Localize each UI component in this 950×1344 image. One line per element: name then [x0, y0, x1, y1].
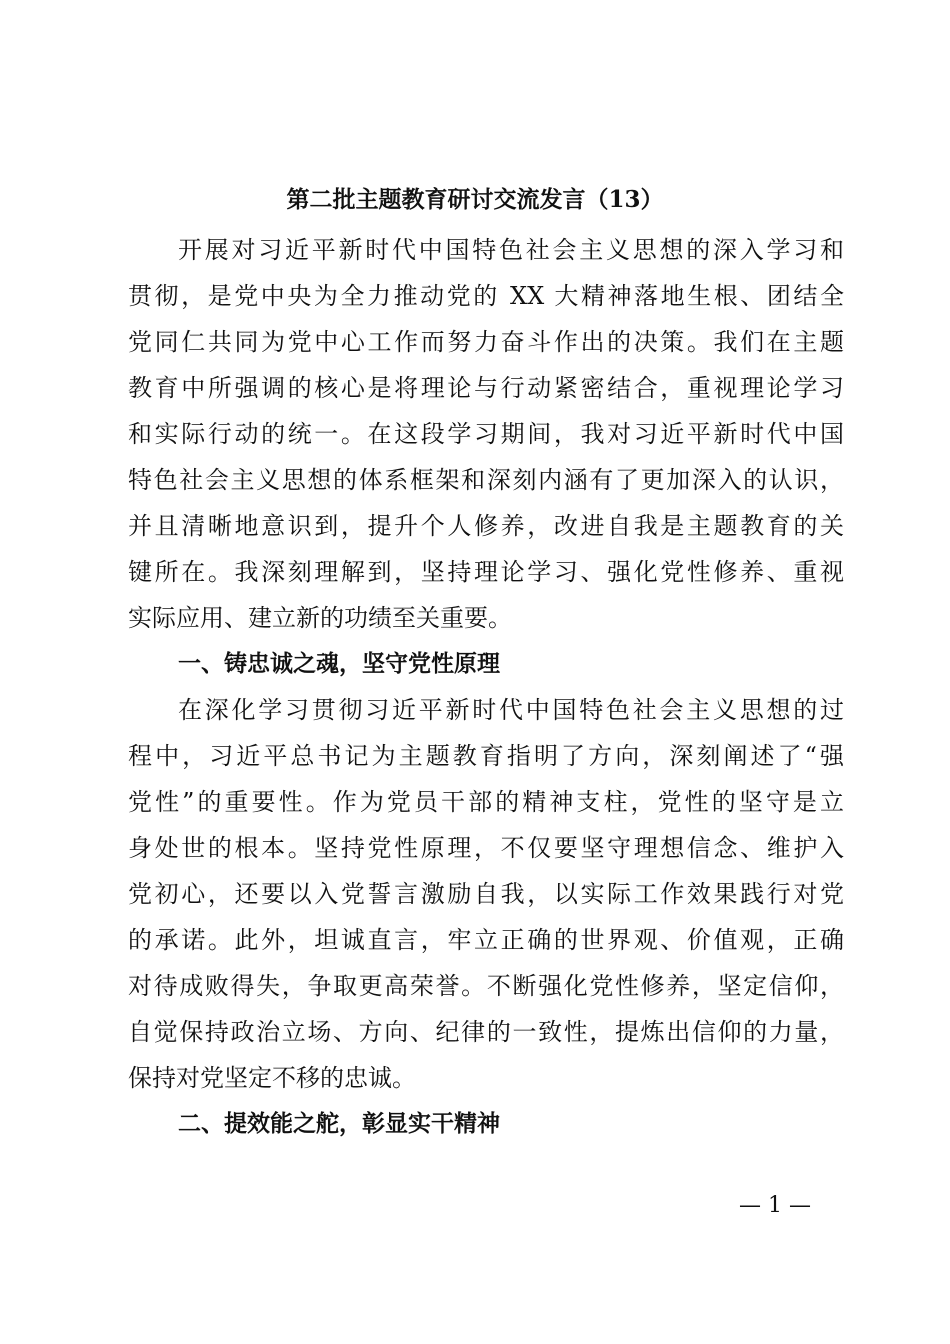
section-1-heading: 一、铸忠诚之魂，坚守党性原理	[178, 651, 500, 677]
section-1-paragraph-line: 的承诺。此外，坦诚直言，牢立正确的世界观、价值观，正确	[128, 926, 844, 954]
section-1-paragraph-line: 在深化学习贯彻习近平新时代中国特色社会主义思想的过	[178, 696, 844, 724]
section-1-paragraph-line: 身处世的根本。坚持党性原理，不仅要坚守理想信念、维护入	[128, 834, 844, 862]
section-1-paragraph-line: 对待成败得失，争取更高荣誉。不断强化党性修养，坚定信仰，	[128, 972, 844, 1000]
document-title: 第二批主题教育研讨交流发言（13）	[286, 186, 664, 213]
intro-paragraph-line: 贯彻，是党中央为全力推动党的 XX 大精神落地生根、团结全	[128, 282, 844, 310]
intro-paragraph-line: 实际应用、建立新的功绩至关重要。	[128, 604, 512, 632]
section-1-paragraph-line: 党性”的重要性。作为党员干部的精神支柱，党性的坚守是立	[128, 788, 844, 816]
intro-paragraph-line: 党同仁共同为党中心工作而努力奋斗作出的决策。我们在主题	[128, 328, 844, 356]
intro-paragraph-line: 教育中所强调的核心是将理论与行动紧密结合，重视理论学习	[128, 374, 844, 402]
intro-paragraph-line: 并且清晰地意识到，提升个人修养，改进自我是主题教育的关	[128, 512, 844, 540]
intro-paragraph-line: 和实际行动的统一。在这段学习期间，我对习近平新时代中国	[128, 420, 844, 448]
section-1-paragraph-line: 自觉保持政治立场、方向、纪律的一致性，提炼出信仰的力量，	[128, 1018, 844, 1046]
section-1-paragraph-line: 党初心，还要以入党誓言激励自我，以实际工作效果践行对党	[128, 880, 844, 908]
intro-paragraph-line: 键所在。我深刻理解到，坚持理论学习、强化党性修养、重视	[128, 558, 844, 586]
section-1-paragraph-line: 程中，习近平总书记为主题教育指明了方向，深刻阐述了“强	[128, 742, 844, 770]
intro-paragraph-line: 特色社会主义思想的体系框架和深刻内涵有了更加深入的认识，	[128, 466, 844, 494]
section-2-heading: 二、提效能之舵，彰显实干精神	[178, 1111, 500, 1137]
intro-paragraph-line: 开展对习近平新时代中国特色社会主义思想的深入学习和	[178, 236, 844, 264]
page-number: — 1 —	[739, 1193, 811, 1218]
section-1-paragraph-line: 保持对党坚定不移的忠诚。	[128, 1064, 416, 1092]
